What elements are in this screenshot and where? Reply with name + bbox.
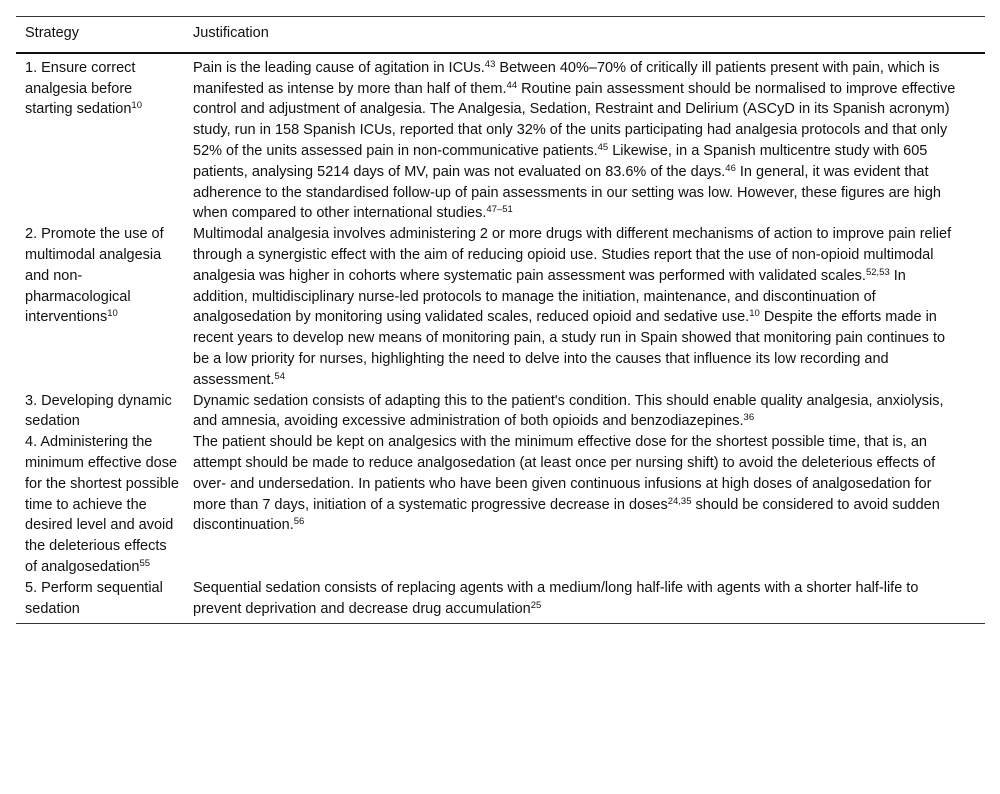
table-row (16, 224, 985, 390)
strategy-cell (25, 391, 193, 433)
table-row (16, 391, 985, 433)
table-header-row (16, 17, 985, 54)
citation-superscript: 36 (743, 412, 755, 424)
text-segment: 5. Perform sequential sedation (25, 579, 163, 617)
table-row (16, 54, 985, 224)
text-segment: In addition, multidisciplinary nurse-led protocols to manage the initiation, maintenance, and discontinuation of analgosedation by monitoring using validated scales, reduced opioid and sedative use. (193, 267, 906, 326)
text-segment: Pain is the leading cause of agitation in ICUs. (193, 59, 485, 76)
justification-cell (193, 432, 963, 578)
citation-superscript: 45 (597, 141, 609, 153)
strategies-table (16, 16, 985, 624)
strategy-cell (25, 58, 193, 224)
text-segment: Routine pain assessment should be normalised to improve effective control and adjustment of analgesia. The Analgesia, Sedation, Restraint and Delirium (ASCyD in its Spanish acronym) study, run in 158 Spanish ICUs, reported that only 32% of the units participating had analgesia protocols and that only 52% of the units assessed pain in non-communicative patients. (193, 80, 956, 159)
citation-superscript: 43 (484, 58, 496, 70)
citation-superscript: 54 (274, 370, 285, 382)
citation-superscript: 10 (107, 308, 118, 320)
strategy-cell (25, 224, 193, 390)
justification-cell (193, 391, 963, 433)
citation-superscript: 25 (530, 599, 542, 611)
justification-cell (193, 224, 963, 390)
citation-superscript: 10 (131, 100, 142, 112)
text-segment: 4. Administering the minimum effective dose for the shortest possible time to achieve the desired level and avoid the deleterious effects of analgosedation (25, 434, 179, 575)
text-segment: 1. Ensure correct analgesia before starting sedation (25, 59, 136, 118)
text-segment: 3. Developing dynamic sedation (25, 392, 172, 430)
header-justification: Justification (193, 25, 269, 41)
strategy-cell (25, 432, 193, 578)
citation-superscript: 56 (293, 516, 305, 528)
text-segment: Between 40%–70% of critically ill patients present with pain, which is manifested as intense by more than half of them. (193, 59, 940, 97)
citation-superscript: 44 (506, 79, 518, 91)
table-body (16, 54, 985, 624)
text-segment: The patient should be kept on analgesics with the minimum effective dose for the shortest possible time, that is, an attempt should be made to reduce analgosedation (at least once per nursing shift) to avoid the deleterious effects of over- and undersedation. In patients who have been given continuous infusions at high doses of analgosedation for more than 7 days, initiation of a systematic progressive decrease in doses (193, 434, 936, 513)
citation-superscript: 46 (725, 162, 736, 174)
table-row (16, 578, 985, 624)
justification-cell (193, 578, 963, 620)
header-strategy: Strategy (25, 25, 79, 41)
table-row (16, 432, 985, 578)
citation-superscript: 55 (139, 557, 151, 569)
text-segment: Likewise, in a Spanish multicentre study with 605 patients, analysing 5214 days of MV, pain was not evaluated on 83.6% of the days. (193, 142, 928, 180)
strategy-cell (25, 578, 193, 620)
citation-superscript: 47–51 (486, 204, 513, 216)
citation-superscript: 10 (749, 308, 760, 320)
citation-superscript: 52,53 (865, 266, 890, 278)
text-segment: should be considered to avoid sudden discontinuation. (193, 496, 940, 534)
text-segment: Sequential sedation consists of replacing agents with a medium/long half-life with agents with a shorter half-life to prevent deprivation and decrease drug accumulation (193, 579, 919, 617)
text-segment: Dynamic sedation consists of adapting this to the patient's condition. This should enable quality analgesia, anxiolysis, and amnesia, avoiding excessive administration of both opioids and benzodiazepines. (193, 392, 944, 430)
text-segment: Multimodal analgesia involves administering 2 or more drugs with different mechanisms of action to improve pain relief through a synergistic effect with the aim of reducing opioid use. Studies report that the use of non-opioid multimodal analgesia was higher in cohorts where systematic pain assessment was performed with validated scales. (193, 226, 952, 284)
text-segment: 2. Promote the use of multimodal analgesia and non-pharmacological interventions (25, 226, 164, 326)
text-segment: Despite the efforts made in recent years to develop new means of monitoring pain, a study run in Spain showed that monitoring pain continues to be a low priority for nurses, highlighting the need to delve into the causes that influence its low recording and assessment. (193, 309, 946, 388)
justification-cell (193, 58, 963, 224)
citation-superscript: 24,35 (667, 495, 692, 507)
text-segment: In general, it was evident that adherence to the standardised follow-up of pain assessments in our setting was low. However, these figures are high when compared to other international studies. (193, 163, 941, 222)
